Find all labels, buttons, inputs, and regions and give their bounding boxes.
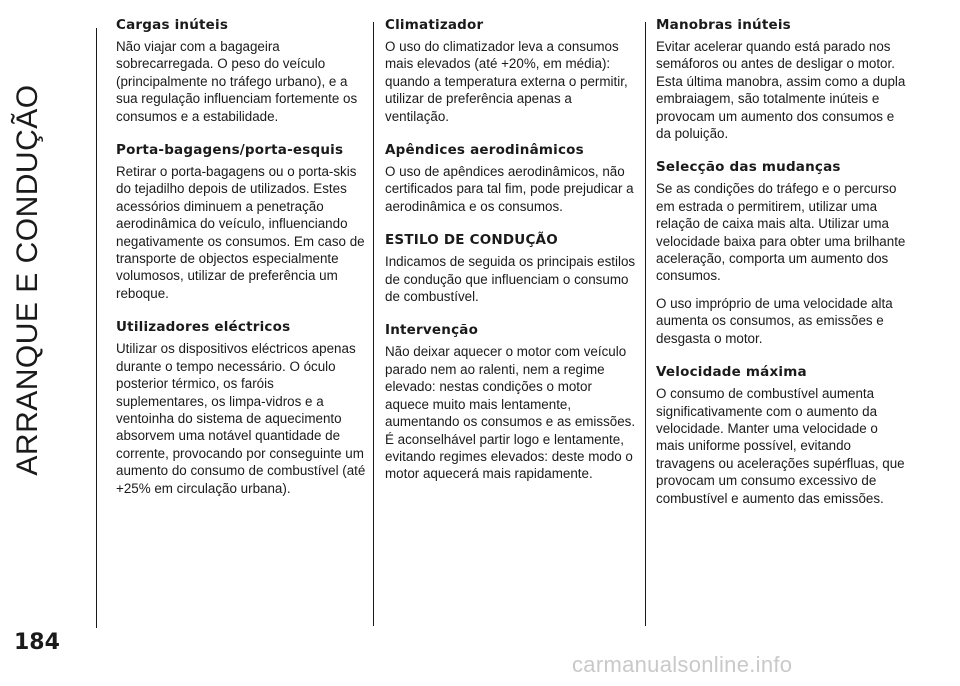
section-title-text: ARRANQUE E CONDUÇÃO bbox=[11, 84, 44, 476]
paragraph: O uso de apêndices aerodinâmicos, não certificados para tal fim, pode prejudicar a aerodinâmica e os consumos. bbox=[385, 164, 634, 214]
column-2 bbox=[385, 18, 637, 501]
paragraph: Retirar o porta-bagagens ou o porta-skis do tejadilho depois de utilizados. Estes acessórios diminuem a penetração aerodinâmica do veículo, influenciando negativamente os consumos. Em caso de transporte de objectos especialmente volumosos, utilizar de preferência um reboque. bbox=[116, 164, 365, 301]
heading-velocidade-maxima: Velocidade máxima bbox=[656, 364, 807, 381]
paragraph: Não viajar com a bagageira sobrecarregada. O peso do veículo (principalmente no tráfego urbano), e a sua regulação influenciam fortemente os consumos e a estabilidade. bbox=[116, 39, 358, 124]
paragraph: Evitar acelerar quando está parado nos semáforos ou antes de desligar o motor. Esta última manobra, assim como a dupla embraiagem, são totalmente inúteis e provocam um aumento dos consumos e da poluição. bbox=[656, 39, 906, 142]
heading-porta-bagagens: Porta-bagagens/porta-esquis bbox=[116, 142, 344, 159]
heading-climatizador: Climatizador bbox=[385, 17, 484, 33]
paragraph: Indicamos de seguida os principais estilos de condução que influenciam o consumo de combustível. bbox=[385, 254, 636, 305]
heading-cargas-inuteis: Cargas inúteis bbox=[116, 17, 229, 33]
side-divider bbox=[96, 28, 97, 628]
paragraph: O consumo de combustível aumenta significativamente com o aumento da velocidade. Manter uma velocidade o mais uniforme possível, evitando travagens ou acelerações supérfluas, que provocam um consumo excessivo de combustível e aumento das emissões. bbox=[656, 386, 905, 506]
heading-apendices-aerodinamicos: Apêndices aerodinâmicos bbox=[385, 142, 584, 159]
column-divider bbox=[645, 22, 646, 626]
paragraph: O uso impróprio de uma velocidade alta aumenta os consumos, as emissões e desgasta o motor. bbox=[656, 295, 893, 346]
column-3 bbox=[656, 18, 908, 525]
column-divider bbox=[373, 22, 374, 626]
paragraph: Utilizar os dispositivos eléctricos apenas durante o tempo necessário. O óculo posterior térmico, os faróis suplementares, os limpa-vidros e a ventoinha do sistema de aquecimento absorvem uma notável quantidade de corrente, provocando por conseguinte um aumento do consumo de combustível (até +25% em circulação urbana). bbox=[116, 341, 366, 496]
heading-utilizadores-electricos: Utilizadores eléctricos bbox=[116, 319, 291, 336]
heading-manobras-inuteis: Manobras inúteis bbox=[656, 17, 791, 33]
paragraph: Não deixar aquecer o motor com veículo parado nem ao ralenti, nem a regime elevado: nestas condições o motor aquece muito mais lentamente, aumentando os consumos e as emissões. É aconselhável partir logo e lentamente, evitando regimes elevados: deste modo o motor aquecerá mais rapidamente. bbox=[385, 344, 636, 482]
watermark: carmanualsonline.info bbox=[572, 652, 793, 677]
heading-seleccao-das-mudancas: Selecção das mudanças bbox=[656, 159, 841, 176]
paragraph: O uso do climatizador leva a consumos mais elevados (até +20%, em média): quando a temperatura externa o permitir, utilizar de preferência apenas a ventilação. bbox=[385, 39, 628, 124]
heading-estilo-de-conducao: ESTILO DE CONDUÇÃO bbox=[385, 232, 558, 249]
paragraph: Se as condições do tráfego e o percurso em estrada o permitirem, utilizar uma relação de caixa mais alta. Utilizar uma velocidade baixa para obter uma brilhante aceleração, comporta um aumento dos consumos. bbox=[656, 181, 906, 284]
column-1 bbox=[116, 18, 368, 515]
page-number: 184 bbox=[14, 630, 60, 655]
heading-intervencao: Intervenção bbox=[385, 322, 479, 339]
